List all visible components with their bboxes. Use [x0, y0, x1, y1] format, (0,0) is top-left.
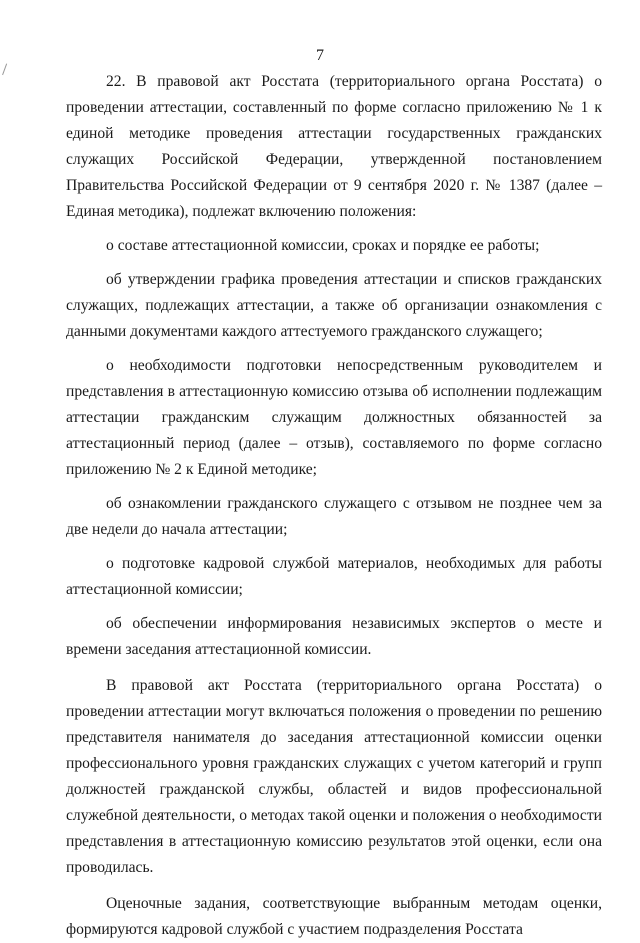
list-item-materials-preparation: о подготовке кадровой службой материалов, необходимых для работы аттестационной комиссии; — [66, 555, 602, 598]
list-item-review-preparation: о необходимости подготовки непосредственным руководителем и представления в аттестационную комиссию отзыва об исполнении подлежащим аттестации гражданским служащим должностных обязанностей за аттестационный период (далее – отзыв), составляемого по форме согласно приложению № 2 к Единой методике; — [66, 357, 602, 478]
list-item-schedule-approval: об утверждении графика проведения аттестации и списков гражданских служащих, подлежащих аттестации, а также об организации ознакомления с данными документами каждого аттестуемого гражданского служащего; — [66, 271, 602, 340]
page-number: 7 — [316, 47, 324, 64]
document-body — [66, 69, 602, 943]
list-item-review-familiarization: об ознакомлении гражданского служащего с отзывом не позднее чем за две недели до начала аттестации; — [66, 495, 602, 538]
scan-mark — [2, 64, 11, 77]
paragraph-professional-assessment: В правовой акт Росстата (территориального органа Росстата) о проведении аттестации могут включаться положения о проведении по решению представителя нанимателя до заседания аттестационной комиссии оценки профессионального уровня гражданских служащих с учетом категорий и групп должностей гражданской службы, областей и видов профессиональной служебной деятельности, о методах такой оценки и положения о необходимости представления в аттестационную комиссию результатов этой оценки, если она проводилась. — [66, 677, 602, 876]
list-item-commission-composition: о составе аттестационной комиссии, сроках и порядке ее работы; — [106, 237, 540, 254]
paragraph-22-intro: 22. В правовой акт Росстата (территориального органа Росстата) о проведении аттестации, составленный по форме согласно приложению № 1 к единой методике проведения аттестации государственных гражданских служащих Российской Федерации, утвержденной постановлением Правительства Российской Федерации от 9 сентября 2020 г. № 1387 (далее – Единая методика), подлежат включению положения: — [66, 73, 602, 220]
list-item-experts-notification: об обеспечении информирования независимых экспертов о месте и времени заседания аттестационной комиссии. — [66, 615, 602, 658]
paragraph-assessment-tasks: Оценочные задания, соответствующие выбранным методам оценки, формируются кадровой службой с участием подразделения Росстата — [66, 895, 602, 938]
